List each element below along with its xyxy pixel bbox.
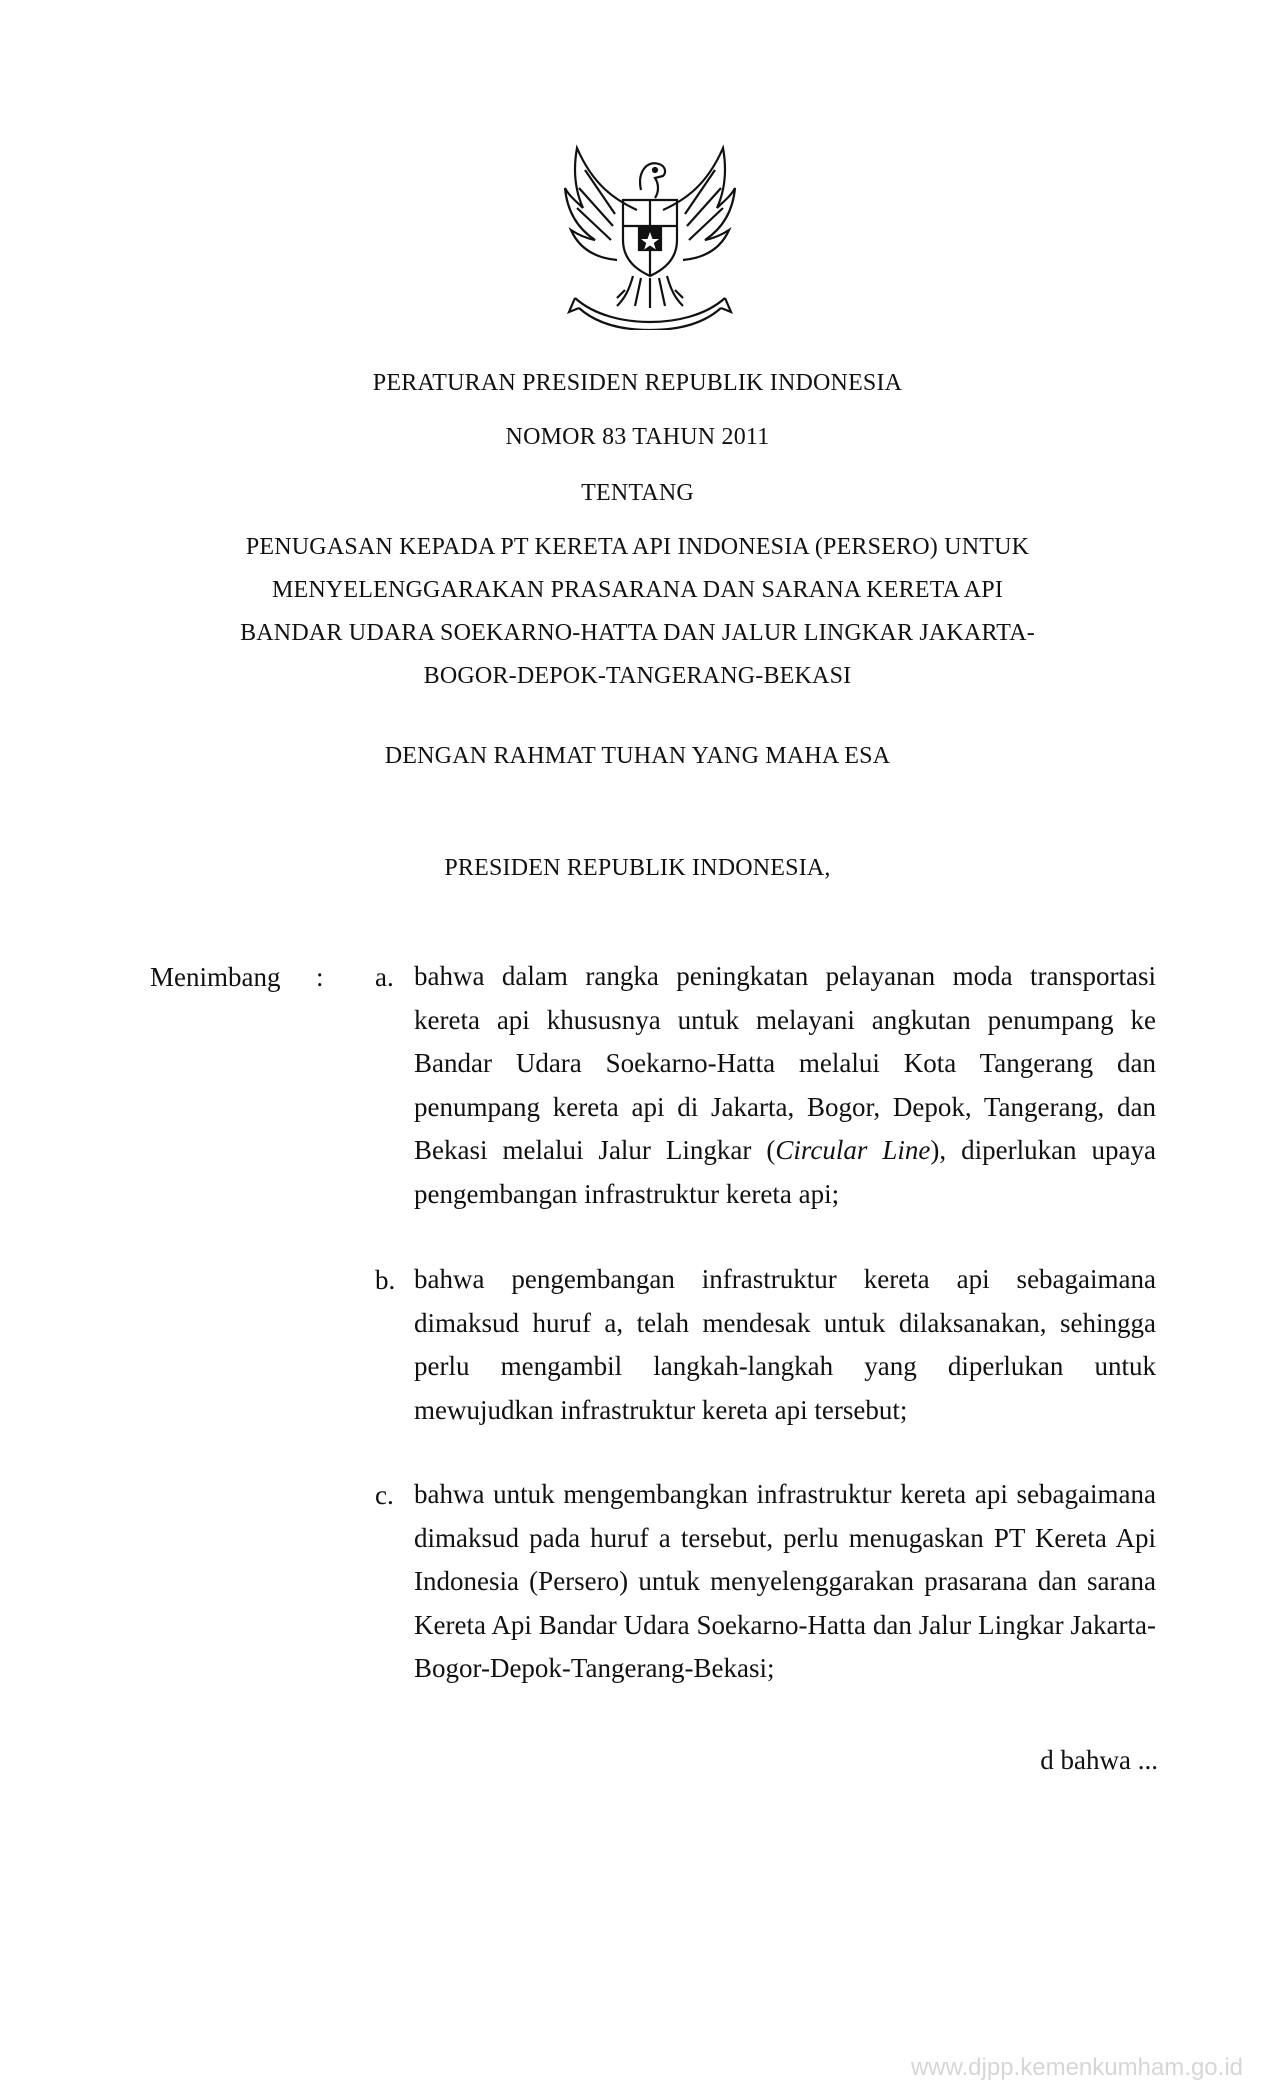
item-text: bahwa untuk mengembangkan infrastruktur kereta api sebagaimana dimaksud pada huruf a tersebut, perlu menugaskan PT Kereta Api Indonesia (Persero) untuk menyelenggarakan prasarana dan sarana Kereta Api Bandar Udara Soekarno-Hatta dan Jalur Lingkar Jakarta-Bogor-Depok-Tangerang-Bekasi; xyxy=(414,1479,1156,1683)
regulation-title-line: PENUGASAN KEPADA PT KERETA API INDONESIA (PERSERO) UNTUK xyxy=(245,534,1030,560)
item-text: bahwa dalam rangka peningkatan pelayanan moda transportasi kereta api khususnya untuk melayani angkutan penumpang ke Bandar Udara Soekarno-Hatta melalui Kota Tangerang dan penumpang kereta api di Jakarta, Bogor, Depok, Tangerang, dan Bekasi melalui Jalur Lingkar (Circular Line), diperlukan upaya pengembangan infrastruktur kereta api; xyxy=(414,961,1157,1209)
regulation-number: NOMOR 83 TAHUN 2011 xyxy=(505,424,770,450)
item-letter: a. xyxy=(375,962,394,992)
next-page-marker: d bahwa ... xyxy=(1040,1745,1158,1775)
considering-colon: : xyxy=(316,962,324,992)
president-heading: PRESIDEN REPUBLIK INDONESIA, xyxy=(444,855,831,881)
item-text: bahwa pengembangan infrastruktur kereta api sebagaimana dimaksud huruf a, telah mendesak untuk dilaksanakan, sehingga perlu mengambil langkah-langkah yang diperlukan untuk mewujudkan infrastruktur kereta api tersebut; xyxy=(414,1264,1156,1425)
invocation: DENGAN RAHMAT TUHAN YANG MAHA ESA xyxy=(384,743,891,769)
regulation-heading: PERATURAN PRESIDEN REPUBLIK INDONESIA xyxy=(372,370,903,396)
regulation-about: TENTANG xyxy=(581,480,694,506)
item-letter: c. xyxy=(375,1480,394,1510)
regulation-title-line: MENYELENGGARAKAN PRASARANA DAN SARANA KERETA API xyxy=(271,577,1004,603)
garuda-emblem-icon xyxy=(555,130,745,330)
item-letter: b. xyxy=(375,1265,396,1295)
watermark: www.djpp.kemenkumham.go.id xyxy=(910,2054,1243,2081)
regulation-title-line: BOGOR-DEPOK-TANGERANG-BEKASI xyxy=(423,663,852,689)
regulation-title-line: BANDAR UDARA SOEKARNO-HATTA DAN JALUR LINGKAR JAKARTA- xyxy=(240,620,1035,646)
considering-label: Menimbang xyxy=(150,962,281,992)
